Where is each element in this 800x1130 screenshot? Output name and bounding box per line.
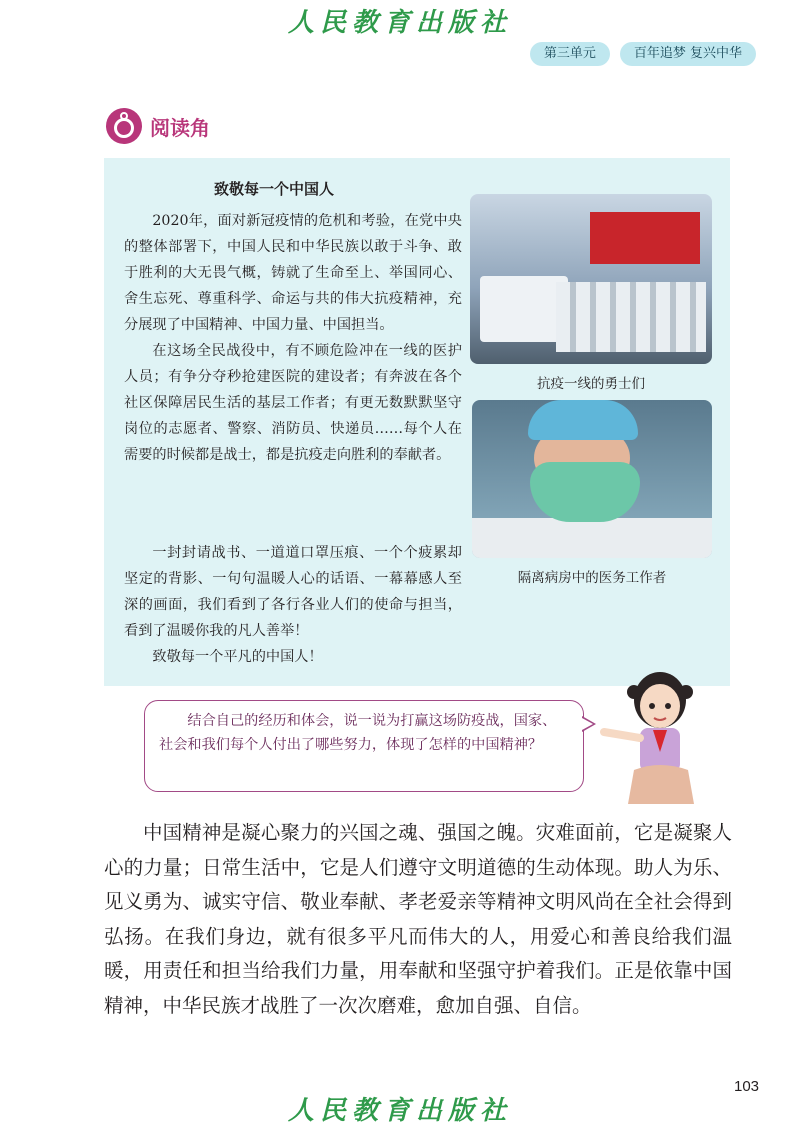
unit-tags [530,42,756,66]
lesson-tag: 百年追梦 复兴中华 [620,42,756,66]
article-paragraph: 2020年，面对新冠疫情的危机和考验，在党中央的整体部署下，中国人民和中华民族以敢于斗争、敢于胜利的大无畏气概，铸就了生命至上、举国同心、舍生忘死、尊重科学、命运与共的伟大抗疫精神，充分展现了中国精神、中国力量、中国担当。 [124,213,462,333]
reading-corner-header [106,108,210,144]
photo-frontline-workers [470,194,712,364]
article-body-narrow [124,208,462,468]
article-title: 致敬每一个中国人 [214,180,335,198]
discussion-bubble [144,700,584,792]
reading-corner-icon [106,108,142,144]
article-body-wide [124,540,714,670]
publisher-logo-footer: 人民教育出版社 [287,1096,512,1126]
student-girl-illustration [598,662,718,812]
photo1-caption: 抗疫一线的勇士们 [537,376,645,392]
article-paragraph: 在这场全民战役中，有不顾危险冲在一线的医护人员；有争分夺秒抢建医院的建设者；有奔波在各个社区保障居民生活的基层工作者；有更无数默默坚守岗位的志愿者、警察、消防员、快递员……每个人在需要的时候都是战士，都是抗疫走向胜利的奉献者。 [124,343,462,463]
unit-tag: 第三单元 [530,42,610,66]
photo2-caption: 隔离病房中的医务工作者 [517,570,667,586]
main-paragraph: 中国精神是凝心聚力的兴国之魂、强国之魄。灾难面前，它是凝聚人心的力量；日常生活中，它是人们遵守文明道德的生动体现。助人为乐、见义勇为、诚实守信、敬业奉献、孝老爱亲等精神文明风尚在全社会得到弘扬。在我们身边，就有很多平凡而伟大的人，用爱心和善良给我们温暖，用责任和担当给我们力量，用奉献和坚强守护着我们。正是依靠中国精神，中华民族才战胜了一次次磨难，愈加自强、自信。 [104,821,732,1017]
photo-medical-worker [472,400,712,558]
page-number: 103 [734,1078,760,1095]
article-closing: 致敬每一个平凡的中国人！ [152,649,323,665]
main-text [104,816,732,1023]
article-paragraph: 一封封请战书、一道道口罩压痕、一个个疲累却坚定的背影、一句句温暖人心的话语、一幕幕感人至深的画面，我们看到了各行各业人们的使命与担当，看到了温暖你我的凡人善举！ [124,545,462,639]
discussion-prompt: 结合自己的经历和体会，说一说为打赢这场防疫战，国家、社会和我们每个人付出了哪些努力，体现了怎样的中国精神？ [159,713,557,753]
publisher-logo-header: 人民教育出版社 [287,8,512,38]
reading-corner-title: 阅读角 [150,115,210,140]
